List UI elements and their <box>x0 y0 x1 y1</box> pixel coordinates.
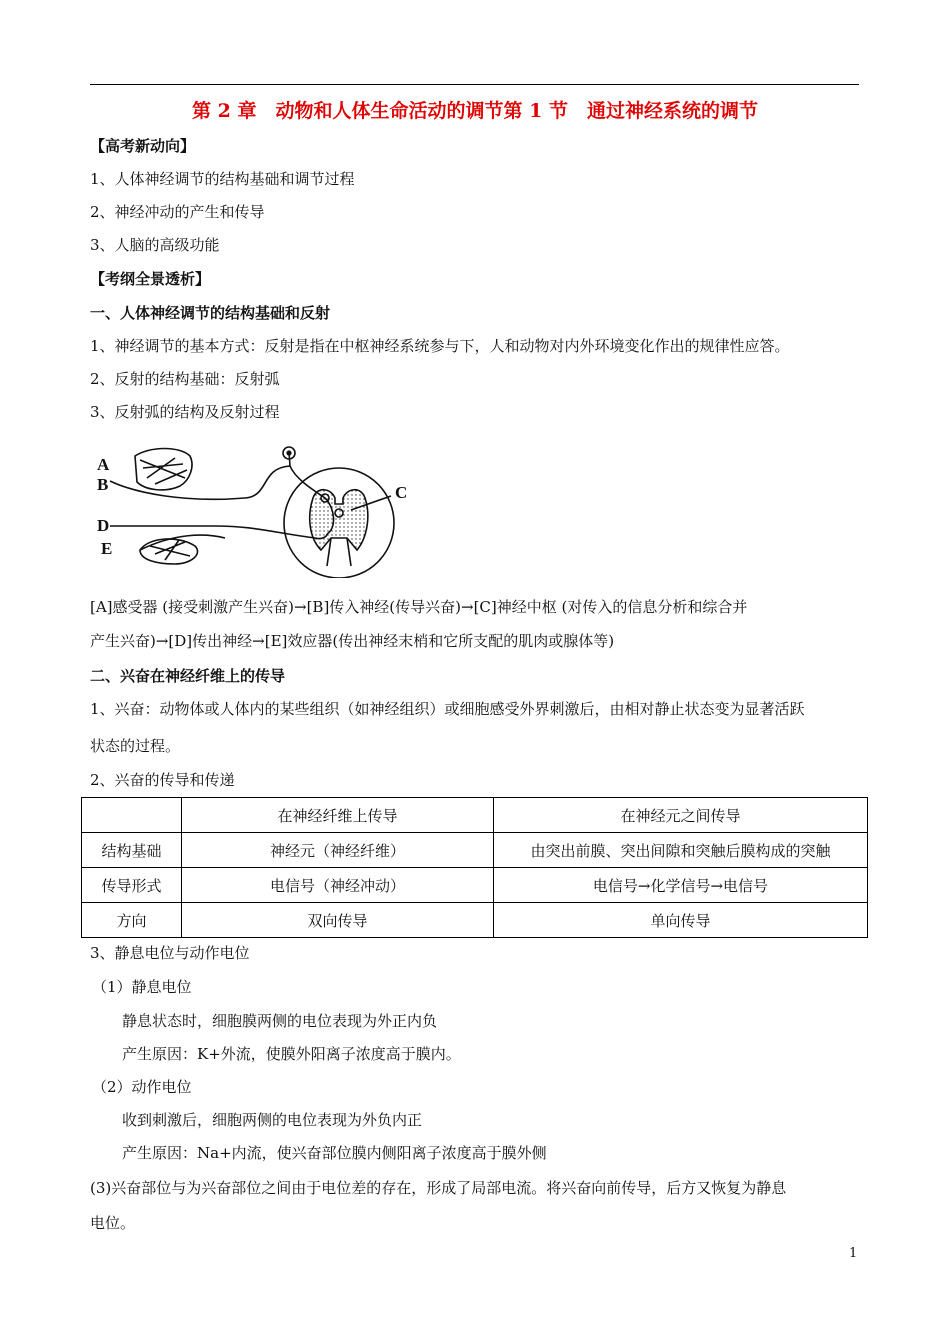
paragraph: 2、兴奋的传导和传递 <box>90 771 235 789</box>
header-rule <box>90 84 859 85</box>
heading-2: 二、兴奋在神经纤维上的传导 <box>90 667 286 685</box>
paragraph: 收到刺激后，细胞两侧的电位表现为外负内正 <box>122 1111 423 1129</box>
page-title: 第 2 章 动物和人体生命活动的调节第 1 节 通过神经系统的调节 <box>192 100 758 122</box>
table-cell: 电信号→化学信号→电信号 <box>494 868 868 903</box>
paragraph: 状态的过程。 <box>90 737 181 755</box>
table-header-row <box>82 798 868 833</box>
table-cell <box>82 798 182 833</box>
table-row <box>82 903 868 938</box>
reflex-arc-diagram <box>95 438 425 578</box>
table-cell: 在神经纤维上传导 <box>182 798 494 833</box>
heading-1: 一、人体神经调节的结构基础和反射 <box>90 304 331 322</box>
section-kaogang: 【考纲全景透析】 <box>90 270 211 288</box>
table-row <box>82 833 868 868</box>
table-row <box>82 868 868 903</box>
page-number: 1 <box>849 1246 858 1261</box>
label-b: B <box>97 475 109 494</box>
label-e: E <box>101 539 113 558</box>
paragraph: 产生原因：K+外流，使膜外阳离子浓度高于膜内。 <box>122 1045 461 1063</box>
table-cell: 在神经元之间传导 <box>494 798 868 833</box>
table-cell: 由突出前膜、突出间隙和突触后膜构成的突触 <box>494 833 868 868</box>
table-cell: 方向 <box>82 903 182 938</box>
paragraph: 静息状态时，细胞膜两侧的电位表现为外正内负 <box>122 1012 438 1030</box>
table-cell: 双向传导 <box>182 903 494 938</box>
paragraph: 3、静息电位与动作电位 <box>90 944 250 962</box>
table-cell: 神经元（神经纤维） <box>182 833 494 868</box>
paragraph: 3、反射弧的结构及反射过程 <box>90 403 280 421</box>
label-d: D <box>97 516 110 535</box>
paragraph: [A]感受器 (接受刺激产生兴奋)→[B]传入神经(传导兴奋)→[C]神经中枢 (对传入的信息分析和综合并 <box>90 598 748 616</box>
paragraph: 1、兴奋：动物体或人体内的某些组织（如神经组织）或细胞感受外界刺激后，由相对静止状态变为显著活跃 <box>90 700 805 718</box>
comparison-table <box>81 797 868 938</box>
paragraph: 产生原因：Na+内流，使兴奋部位膜内侧阳离子浓度高于膜外侧 <box>122 1144 547 1162</box>
paragraph: (3)兴奋部位与为兴奋部位之间由于电位差的存在，形成了局部电流。将兴奋向前传导，后方又恢复为静息 <box>90 1179 787 1197</box>
list-item: 3、人脑的高级功能 <box>90 236 220 254</box>
table-cell: 电信号（神经冲动） <box>182 868 494 903</box>
paragraph: 1、神经调节的基本方式：反射是指在中枢神经系统参与下，人和动物对内外环境变化作出的规律性应答。 <box>90 337 790 355</box>
label-c: C <box>395 483 408 502</box>
subheading: （1）静息电位 <box>92 978 192 996</box>
table-cell: 单向传导 <box>494 903 868 938</box>
paragraph: 电位。 <box>90 1214 136 1232</box>
paragraph: 2、反射的结构基础：反射弧 <box>90 370 280 388</box>
list-item: 1、人体神经调节的结构基础和调节过程 <box>90 170 355 188</box>
subheading: （2）动作电位 <box>92 1078 192 1096</box>
section-gaokao: 【高考新动向】 <box>90 137 196 155</box>
table-cell: 结构基础 <box>82 833 182 868</box>
paragraph: 产生兴奋)→[D]传出神经→[E]效应器(传出神经末梢和它所支配的肌肉或腺体等) <box>90 632 615 650</box>
label-a: A <box>97 455 110 474</box>
table-cell: 传导形式 <box>82 868 182 903</box>
list-item: 2、神经冲动的产生和传导 <box>90 203 265 221</box>
